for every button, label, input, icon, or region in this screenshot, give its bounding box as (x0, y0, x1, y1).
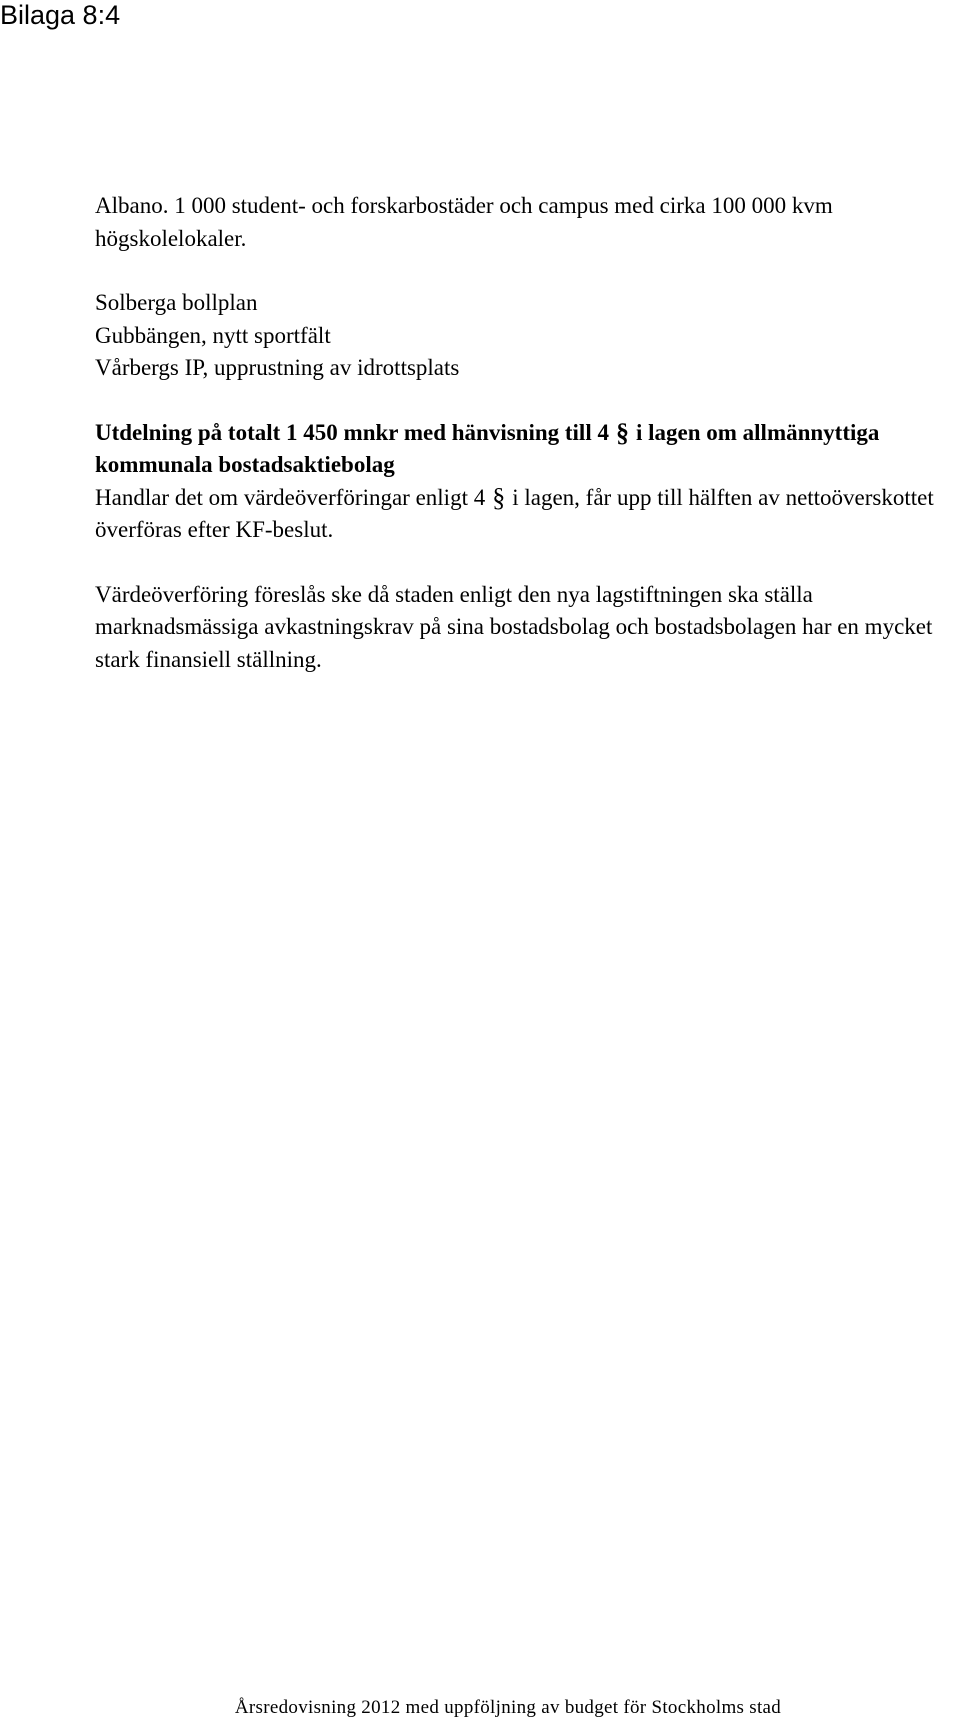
document-body (95, 190, 955, 676)
appendix-label: Bilaga 8:4 (0, 0, 121, 30)
paragraph-closing: Värdeöverföring föreslås ske då staden enligt den nya lagstiftningen ska ställa marknadsmässiga avkastningskrav på sina bostadsbolag och bostadsbolagen har en mycket stark finansiell ställning. (95, 581, 933, 672)
transfer-text-start: Handlar det om värdeöverföringar enligt 4 (95, 484, 486, 510)
paragraph-albano: Albano. 1 000 student- och forskarbostäder och campus med cirka 100 000 kvm högskolelokaler. (95, 193, 833, 251)
place-item: Gubbängen, nytt sportfält (95, 322, 331, 348)
section-heading (95, 417, 955, 482)
place-item: Vårbergs IP, upprustning av idrottsplats (95, 355, 460, 380)
heading-text-start: Utdelning på totalt 1 450 mnkr med hänvisning till 4 (95, 419, 609, 445)
place-item: Solberga bollplan (95, 290, 258, 315)
places-list (95, 287, 955, 385)
section-sign-icon: § (615, 417, 629, 447)
paragraph-value-transfer (95, 482, 955, 547)
page-footer: Årsredovisning 2012 med uppföljning av budget för Stockholms stad (234, 1697, 782, 1718)
section-sign-icon: § (492, 482, 506, 512)
transfer-text-end: i lagen, får upp till hälften av nettoöverskottet överföras efter KF-beslut. (95, 484, 934, 542)
heading-text-end: i lagen om allmännyttiga kommunala bostadsaktiebolag (95, 419, 880, 477)
